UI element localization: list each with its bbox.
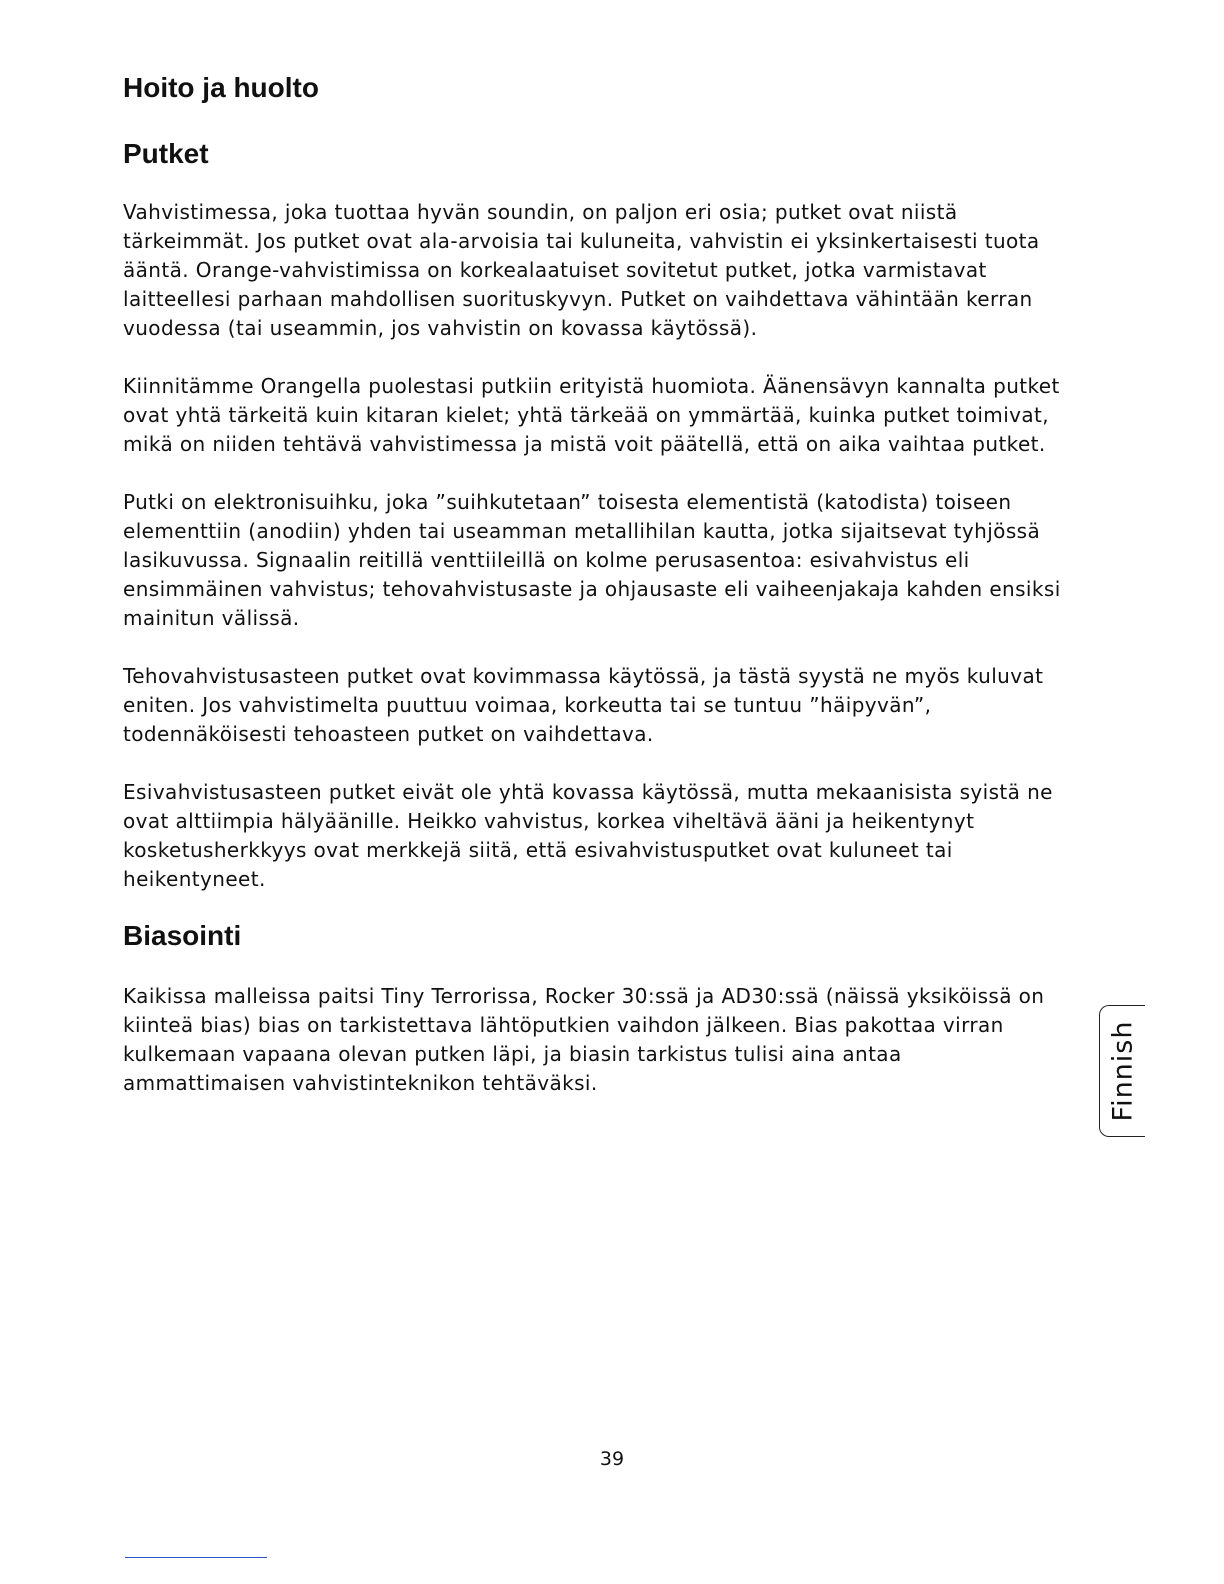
page-number: 39 bbox=[599, 1448, 625, 1470]
paragraph-putket-4: Tehovahvistusasteen putket ovat kovimmassa käytössä, ja tästä syystä ne myös kuluvat eniten. Jos vahvistimelta puuttuu voimaa, korkeutta tai se tuntuu ”häipyvän”, todennäköisesti tehoasteen putket on vaihdettava. bbox=[123, 664, 1044, 746]
page-content bbox=[123, 70, 1068, 1127]
paragraph-putket-1: Vahvistimessa, joka tuottaa hyvän soundin, on paljon eri osia; putket ovat niistä tärkeimmät. Jos putket ovat ala-arvoisia tai kuluneita, vahvistin ei yksinkertaisesti tuota ääntä. Orange-vahvistimissa on korkealaatuiset sovitetut putket, jotka varmistavat laitteellesi parhaan mahdollisen suorituskyvyn. Putket on vaihdettava vähintään kerran vuodessa (tai useammin, jos vahvistin on kovassa käytössä). bbox=[123, 200, 1040, 340]
section-heading-putket: Putket bbox=[123, 138, 209, 169]
footnote-divider bbox=[125, 1557, 267, 1558]
language-side-tab bbox=[1099, 1005, 1145, 1137]
paragraph-putket-5: Esivahvistusasteen putket eivät ole yhtä kovassa käytössä, mutta mekaanisista syistä ne ovat alttiimpia hälyäänille. Heikko vahvistus, korkea viheltävä ääni ja heikentynyt kosketusherkkyys ovat merkkejä siitä, että esivahvistusputket ovat kuluneet tai heikentyneet. bbox=[123, 780, 1053, 891]
section-heading-biasointi: Biasointi bbox=[123, 920, 242, 951]
page-title: Hoito ja huolto bbox=[123, 72, 319, 103]
paragraph-putket-2: Kiinnitämme Orangella puolestasi putkiin erityistä huomiota. Äänensävyn kannalta putket ovat yhtä tärkeitä kuin kitaran kielet; yhtä tärkeää on ymmärtää, kuinka putket toimivat, mikä on niiden tehtävä vahvistimessa ja mistä voit päätellä, että on aika vaihtaa putket. bbox=[123, 374, 1060, 456]
language-tab-label: Finnish bbox=[1107, 1020, 1138, 1122]
paragraph-biasointi-1: Kaikissa malleissa paitsi Tiny Terrorissa, Rocker 30:ssä ja AD30:ssä (näissä yksiköissä on kiinteä bias) bias on tarkistettava lähtöputkien vaihdon jälkeen. Bias pakottaa virran kulkemaan vapaana olevan putken läpi, ja biasin tarkistus tulisi aina antaa ammattimaisen vahvistinteknikon tehtäväksi. bbox=[123, 984, 1045, 1095]
paragraph-putket-3: Putki on elektronisuihku, joka ”suihkutetaan” toisesta elementistä (katodista) toiseen elementtiin (anodiin) yhden tai useamman metallihilan kautta, jotka sijaitsevat tyhjössä lasikuvussa. Signaalin reitillä venttiileillä on kolme perusasentoa: esivahvistus eli ensimmäinen vahvistus; tehovahvistusaste ja ohjausaste eli vaiheenjakaja kahden ensiksi mainitun välissä. bbox=[123, 490, 1061, 630]
